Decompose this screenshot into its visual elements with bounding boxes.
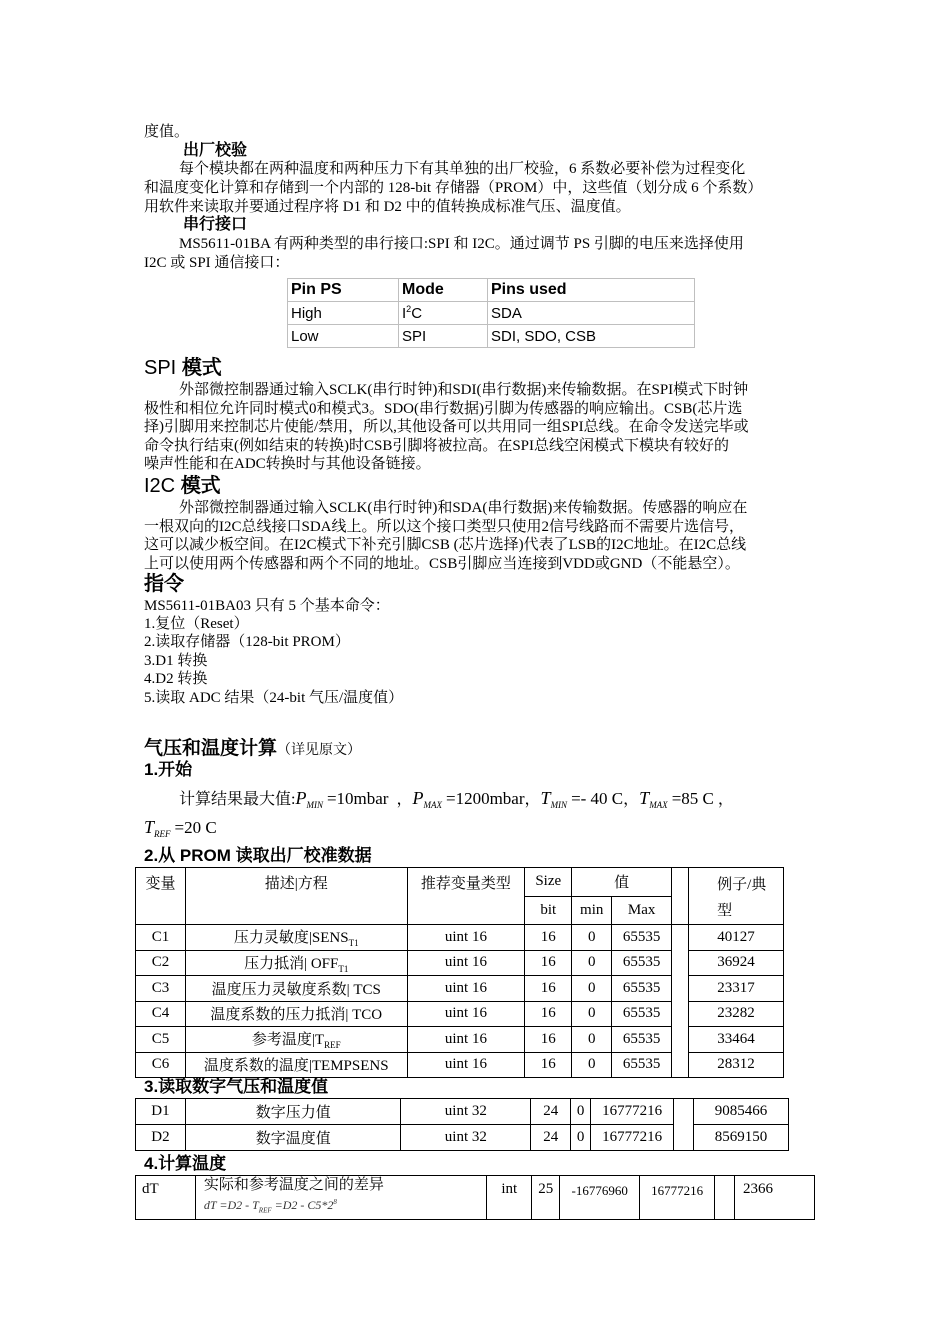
min-cell: 0 xyxy=(572,925,612,951)
min-header: min xyxy=(572,896,612,925)
type-header: 推荐变量类型 xyxy=(407,868,525,925)
i2c-line: 外部微控制器通过输入SCLK(串行时钟)和SDA(串行数据)来传输数据。传感器的响应在 xyxy=(179,500,748,516)
pins-cell: SDA xyxy=(488,302,695,325)
mode-sup: 2 xyxy=(406,304,412,314)
prom-heading: 2.从 PROM 读取出厂校准数据 xyxy=(144,846,372,865)
pin-cell: Low xyxy=(288,325,399,348)
var-cell: C5 xyxy=(136,1027,186,1053)
mode-text: I xyxy=(402,305,407,322)
comma: ， xyxy=(717,791,734,808)
bit-cell: 16 xyxy=(525,1052,572,1078)
mode-cell xyxy=(399,302,488,325)
bit-cell: 24 xyxy=(531,1099,571,1125)
pin-cell: High xyxy=(288,302,399,325)
type-cell: uint 16 xyxy=(407,1001,525,1027)
max-cell: 65535 xyxy=(612,1001,672,1027)
type-cell: uint 32 xyxy=(401,1125,531,1151)
type-cell: uint 32 xyxy=(401,1099,531,1125)
factory-line: 用软件来读取并要通过程序将 D1 和 D2 中的值转换成标准气压、温度值。 xyxy=(144,199,631,215)
example-header-line: 型 xyxy=(717,903,733,919)
min-cell: -16776960 xyxy=(560,1176,640,1220)
pmin-value: =10mbar xyxy=(326,789,389,808)
var-cell: C2 xyxy=(136,950,186,976)
i2c-heading-cjk: 模式 xyxy=(180,475,221,497)
max-header: Max xyxy=(612,896,672,925)
tmin-sub: MIN xyxy=(550,800,568,811)
digital-table xyxy=(135,1098,789,1151)
max-cell: 16777216 xyxy=(591,1125,674,1151)
desc-cell xyxy=(185,925,407,951)
desc-cell: 温度系数的温度|TEMPSENS xyxy=(185,1052,407,1078)
temp-table xyxy=(135,1175,815,1220)
desc-header: 描述|方程 xyxy=(185,868,407,925)
type-cell: int xyxy=(487,1176,532,1220)
spi-heading xyxy=(144,357,222,379)
i2c-heading-latin: I2C xyxy=(144,475,176,497)
desc-cell: 温度系数的压力抵消| TCO xyxy=(185,1001,407,1027)
mode-cell xyxy=(399,325,488,348)
command-item: 4.D2 转换 xyxy=(144,671,208,687)
var-cell: D1 xyxy=(136,1099,186,1125)
command-item: 5.读取 ADC 结果（24-bit 气压/温度值） xyxy=(144,690,404,706)
i2c-line: 这可以减少板空间。在I2C模式下补充引脚CSB (芯片选择)代表了LSB的I2C地址。在I2C总线 xyxy=(144,537,747,553)
factory-line: 和温度变化计算和存储到一个内部的 128-bit 存储器（PROM）中，这些值（划分成 6 个系数） xyxy=(144,180,763,196)
example-cell: 28312 xyxy=(689,1052,784,1078)
calc-heading: 气压和温度计算 xyxy=(144,738,278,759)
comma: ， xyxy=(396,791,413,808)
type-cell: uint 16 xyxy=(407,976,525,1002)
table-row xyxy=(136,1099,789,1125)
min-cell: 0 xyxy=(572,976,612,1002)
desc-cell xyxy=(185,950,407,976)
bit-header: bit xyxy=(525,896,572,925)
example-cell: 23282 xyxy=(689,1001,784,1027)
temp-heading: 4.计算温度 xyxy=(144,1154,227,1173)
desc-cell: 温度压力灵敏度系数| TCS xyxy=(185,976,407,1002)
command-item: 2.读取存储器（128-bit PROM） xyxy=(144,634,350,650)
pin-mode-table xyxy=(287,278,695,348)
bit-cell: 25 xyxy=(532,1176,560,1220)
max-cell: 65535 xyxy=(612,976,672,1002)
tmax-value: =85 C xyxy=(671,789,714,808)
bit-cell: 16 xyxy=(525,1027,572,1053)
calc-note: （详见原文） xyxy=(277,743,362,758)
tmin-symbol: T xyxy=(540,788,551,808)
max-cell: 65535 xyxy=(612,950,672,976)
equation-part: =D2 - C5*2 xyxy=(271,1198,334,1212)
min-cell: 0 xyxy=(571,1099,591,1125)
table-row xyxy=(136,1176,815,1220)
desc-sub: T1 xyxy=(348,938,359,949)
desc-cell xyxy=(185,1027,407,1053)
desc-text: 实际和参考温度之间的差异 xyxy=(203,1177,384,1193)
i2c-line: 一根双向的I2C总线接口SDA线上。所以这个接口类型只使用2信号线路而不需要片选信号， xyxy=(144,519,745,535)
type-cell: uint 16 xyxy=(407,1052,525,1078)
spacer-cell xyxy=(715,1176,735,1220)
tref-symbol: T xyxy=(144,817,155,837)
serial-line: I2C 或 SPI 通信接口： xyxy=(144,255,290,271)
pins-cell: SDI, SDO, CSB xyxy=(488,325,695,348)
spi-line: 极性和相位允许同时模式0和模式3。SDO(串行数据)引脚为传感器的响应输出。CSB(芯片选 xyxy=(144,401,743,417)
spi-heading-latin: SPI xyxy=(144,357,177,379)
mode-text: SPI xyxy=(402,327,427,345)
min-cell: 0 xyxy=(571,1125,591,1151)
desc-cell xyxy=(195,1176,486,1220)
var-cell: C4 xyxy=(136,1001,186,1027)
comma: ， xyxy=(524,791,541,808)
var-cell: C6 xyxy=(136,1052,186,1078)
i2c-heading xyxy=(144,475,221,497)
bit-cell: 24 xyxy=(531,1125,571,1151)
commands-heading: 指令 xyxy=(144,573,184,595)
desc-text: 压力抵消| OFF xyxy=(244,955,339,972)
bit-cell: 16 xyxy=(525,950,572,976)
calc-heading-row xyxy=(144,733,361,760)
table-row xyxy=(288,325,695,348)
max-cell: 16777216 xyxy=(640,1176,715,1220)
type-cell: uint 16 xyxy=(407,1027,525,1053)
spacer-cell xyxy=(672,925,689,1078)
max-cell: 65535 xyxy=(612,1027,672,1053)
equation-sup: 8 xyxy=(333,1198,337,1206)
example-cell: 40127 xyxy=(689,925,784,951)
digital-heading: 3.读取数字气压和温度值 xyxy=(144,1077,329,1096)
spi-line: 外部微控制器通过输入SCLK(串行时钟)和SDI(串行数据)来传输数据。在SPI模式下时钟 xyxy=(179,382,749,398)
table-row xyxy=(288,302,695,325)
factory-heading: 出厂校验 xyxy=(183,142,248,159)
example-cell: 33464 xyxy=(689,1027,784,1053)
spi-line: 择)引脚用来控制芯片使能/禁用，所以,其他设备可以共用同一组SPI总线。在命令发送完毕或 xyxy=(144,419,749,435)
serial-heading: 串行接口 xyxy=(183,216,248,233)
value-header: 值 xyxy=(572,868,672,897)
step1-heading: 1.开始 xyxy=(144,760,193,779)
example-cell: 8569150 xyxy=(694,1125,789,1151)
var-cell: C3 xyxy=(136,976,186,1002)
desc-text: 压力灵敏度|SENS xyxy=(233,930,349,947)
type-cell: uint 16 xyxy=(407,925,525,951)
max-cell: 65535 xyxy=(612,925,672,951)
serial-line: MS5611-01BA 有两种类型的串行接口:SPI 和 I2C。通过调节 PS 引脚的电压来选择使用 xyxy=(179,236,744,252)
desc-sub: T1 xyxy=(338,963,349,974)
tmin-value: =- 40 C xyxy=(571,789,624,808)
var-cell: C1 xyxy=(136,925,186,951)
min-cell: 0 xyxy=(572,1052,612,1078)
tmax-symbol: T xyxy=(639,788,650,808)
desc-text: 参考温度|T xyxy=(251,1032,325,1049)
factory-line: 每个模块都在两种温度和两种压力下有其单独的出厂校验，6 系数必要补偿为过程变化 xyxy=(179,161,746,177)
tmax-sub: MAX xyxy=(649,800,668,811)
spi-heading-cjk: 模式 xyxy=(181,357,222,379)
tref-sub: REF xyxy=(154,829,171,840)
example-cell: 2366 xyxy=(735,1176,815,1220)
bit-cell: 16 xyxy=(525,976,572,1002)
tref-line xyxy=(144,817,217,839)
command-item: 1.复位（Reset） xyxy=(144,616,249,632)
comma: ， xyxy=(623,791,640,808)
min-cell: 0 xyxy=(572,1001,612,1027)
commands-intro: MS5611-01BA03 只有 5 个基本命令： xyxy=(144,598,390,614)
tref-value: =20 C xyxy=(174,818,217,837)
size-header: Size xyxy=(525,868,572,897)
var-cell: D2 xyxy=(136,1125,186,1151)
table-row xyxy=(136,925,784,951)
example-cell: 23317 xyxy=(689,976,784,1002)
pmax-symbol: P xyxy=(412,788,424,808)
desc-cell: 数字温度值 xyxy=(185,1125,401,1151)
desc-sub: REF xyxy=(324,1040,341,1051)
spi-line: 命令执行结束(例如结束的转换)时CSB引脚将被拉高。在SPI总线空闲模式下模块有较好的 xyxy=(144,438,730,454)
max-values-line xyxy=(179,786,734,810)
spacer-cell xyxy=(674,1099,694,1151)
desc-cell: 数字压力值 xyxy=(185,1099,401,1125)
example-header-line: 例子/典 xyxy=(717,877,767,893)
pmax-value: =1200mbar xyxy=(446,789,525,808)
var-cell: dT xyxy=(136,1176,196,1220)
spi-line: 噪声性能和在ADC转换时与其他设备链接。 xyxy=(144,456,431,472)
var-header: 变量 xyxy=(136,868,186,925)
equation-part: dT =D2 - T xyxy=(203,1198,259,1212)
intro-tail: 度值。 xyxy=(144,124,190,140)
min-cell: 0 xyxy=(572,1027,612,1053)
command-item: 3.D1 转换 xyxy=(144,653,208,669)
i2c-line: 上可以使用两个传感器和两个不同的地址。CSB引脚应当连接到VDD或GND（不能悬空）。 xyxy=(144,556,740,572)
max-cell: 65535 xyxy=(612,1052,672,1078)
pmax-sub: MAX xyxy=(423,800,442,811)
bit-cell: 16 xyxy=(525,1001,572,1027)
min-cell: 0 xyxy=(572,950,612,976)
example-header xyxy=(689,868,784,925)
example-cell: 9085466 xyxy=(694,1099,789,1125)
equation xyxy=(204,1194,486,1219)
mode-text: C xyxy=(411,305,423,322)
equation-sub: REF xyxy=(258,1206,272,1215)
mode-header: Mode xyxy=(399,279,488,302)
max-prefix: 计算结果最大值: xyxy=(179,791,296,808)
pmin-symbol: P xyxy=(295,788,307,808)
bit-cell: 16 xyxy=(525,925,572,951)
spacer-cell xyxy=(672,868,689,925)
pmin-sub: MIN xyxy=(306,800,323,811)
pin-header: Pin PS xyxy=(288,279,399,302)
pins-used-header: Pins used xyxy=(488,279,695,302)
example-cell: 36924 xyxy=(689,950,784,976)
type-cell: uint 16 xyxy=(407,950,525,976)
prom-table xyxy=(135,867,784,1078)
max-cell: 16777216 xyxy=(591,1099,674,1125)
